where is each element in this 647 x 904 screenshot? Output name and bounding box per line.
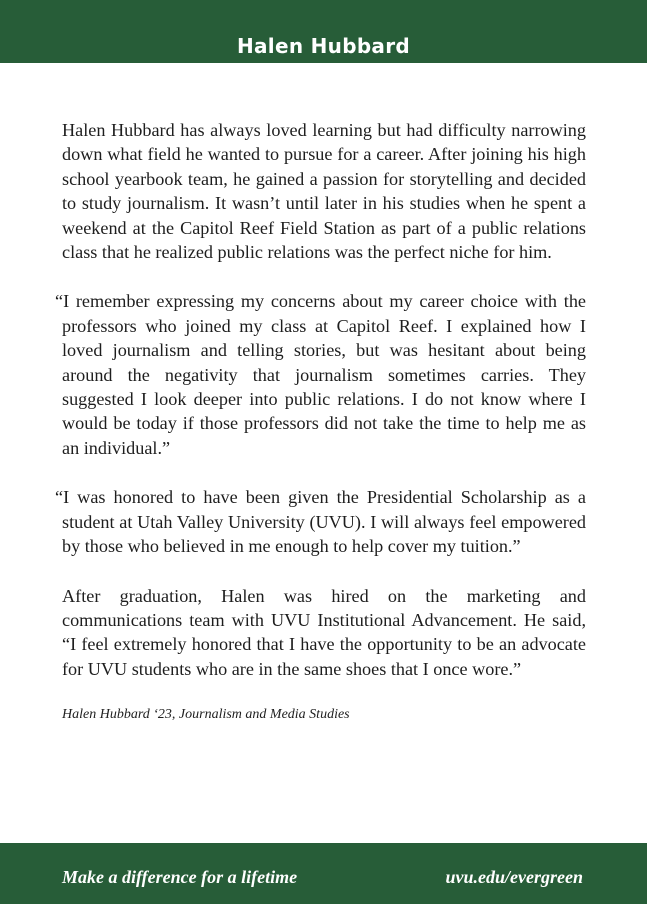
page-title: Halen Hubbard bbox=[236, 34, 411, 58]
quote-paragraph-career: “I remember expressing my concerns about my career choice with the professors who joined my class at Capitol Reef. I explained how I loved journalism and telling stories, but was hesitant about being around the negativity that journalism sometimes carries. They suggested I look deeper into public relations. I do not know where I would be today if those professors did not take the time to help me as an individual.” bbox=[55, 291, 586, 458]
after-graduation-paragraph: After graduation, Halen was hired on the marketing and communications team with UVU Institutional Advancement. He said, “I feel extremely honored that I have the opportunity to be an advocate for UVU students who are in the same shoes that I once wore.” bbox=[62, 585, 586, 679]
quote-paragraph-scholarship: “I was honored to have been given the Presidential Scholarship as a student at Utah Valley University (UVU). I will always feel empowered by those who believed in me enough to help cover my tuition.” bbox=[55, 487, 586, 557]
attribution: Halen Hubbard ‘23, Journalism and Media Studies bbox=[62, 707, 350, 723]
story-body bbox=[55, 118, 586, 724]
intro-paragraph: Halen Hubbard has always loved learning but had difficulty narrowing down what field he wanted to pursue for a career. After joining his high school yearbook team, he gained a passion for storytelling and decided to study journalism. It wasn’t until later in his studies when he spent a weekend at the Capitol Reef Field Station as part of a public relations class that he realized public relations was the perfect niche for him. bbox=[62, 120, 586, 263]
footer-url: uvu.edu/evergreen bbox=[445, 867, 583, 887]
footer-tagline: Make a difference for a lifetime bbox=[62, 867, 298, 887]
